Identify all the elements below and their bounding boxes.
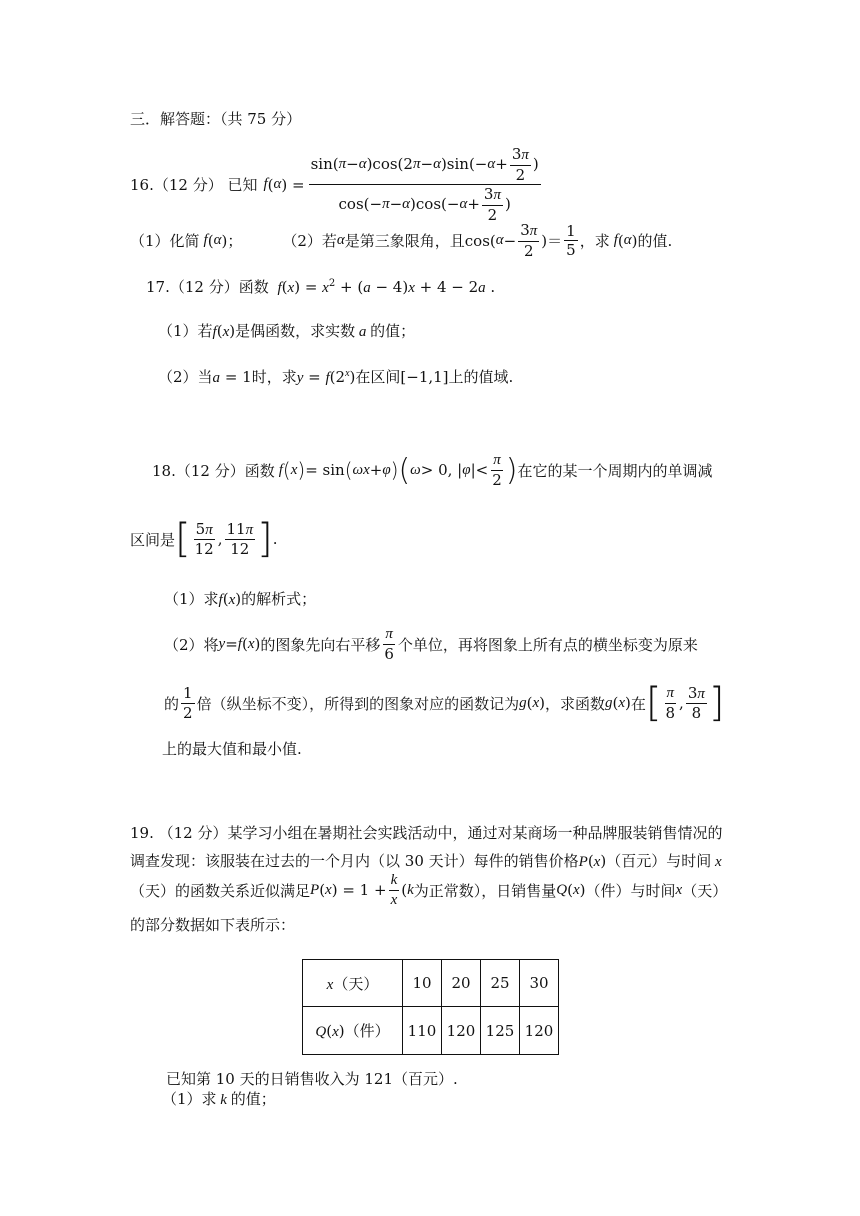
q18-line2-prefix: 区间是: [130, 530, 176, 549]
table-cell: 120: [442, 1007, 481, 1055]
q19-line3-d: （天）: [682, 881, 728, 900]
q19-line3-c: （件）与时间: [585, 881, 676, 900]
q16-statement: 16.（12 分） 已知 f ( α ) = sin( π − α )cos(2 π − α )sin(− α + $\frac{3\pi}{2}$ ) cos(− π − α )cos(− α + $\frac{3\pi}{2}$ ): [130, 145, 539, 224]
q16-sub2-mid: 是第三象限角，且: [344, 232, 465, 250]
q17-sub2-c: 在区间: [355, 368, 401, 386]
q17-prefix: 17.（12 分）函数: [146, 278, 269, 296]
table-cell: 125: [481, 1007, 520, 1055]
q18-line5-c: ，求函数: [544, 694, 605, 713]
q17-statement: 17.（12 分）函数 $f(x) = x^2 + (a - 4)x + 4 - 2a$ .: [146, 278, 496, 296]
q17-sub1: （1）若f(x)是偶函数，求实数 a 的值；: [158, 322, 416, 340]
q19-sub1: （1）求 k 的值；: [162, 1090, 276, 1108]
q19-line3-a: （天）的函数关系近似满足: [130, 881, 311, 900]
q19-sub1-a: （1）求: [162, 1090, 217, 1108]
q19-sub1-b: 的值；: [230, 1090, 276, 1108]
table-row: [303, 960, 559, 1007]
q16-subquestions: （1）化简 f ( α ) ； （2）若 α 是第三象限角，且 cos( α − $\frac{3\pi}{2}$ ) ＝ $\frac{1}{5}$ ，求 f ( α ) 的值.: [130, 221, 673, 260]
q19-data-table: [302, 959, 559, 1055]
q18-line5: 的 $\frac{1}{2}$ 倍（纵坐标不变），所得到的图象对应的函数记为 g ( x ) ，求函数 g ( x ) 在 [ $\frac{\pi}{8}$ , $\frac{3\pi}{8}$ ]: [164, 680, 725, 726]
q19-line2-a: 调查发现：该服装在过去的一个月内（以 30 天计）每件的销售价格: [130, 852, 579, 870]
q18-line5-b: 倍（纵坐标不变），所得到的图象对应的函数记为: [196, 694, 520, 713]
q18-sub1-b: 的解析式；: [241, 590, 317, 608]
q18-line6: 上的最大值和最小值.: [162, 740, 302, 758]
q16-sub2-prefix: （2）若: [282, 232, 337, 250]
q18-sub1: （1）求f(x)的解析式；: [164, 590, 317, 608]
q18-sub2-b: 的图象先向右平移: [260, 635, 381, 654]
q19-line4: 的部分数据如下表所示：: [130, 916, 296, 934]
q17-sub2-b: 时，求: [251, 368, 297, 386]
q18-sub2: （2）将 y = f ( x ) 的图象先向右平移 $\frac{\pi}{6}$ 个单位，再将图象上所有点的横坐标变为原来: [164, 626, 698, 663]
q18-line5-d: 在: [630, 694, 646, 713]
q17-sub2-a: （2）当: [158, 368, 213, 386]
q18-line5-a: 的: [164, 694, 180, 713]
q16-prefix: 16.（12 分） 已知: [130, 176, 258, 194]
q18-sub1-a: （1）求: [164, 590, 219, 608]
q16-sub1-suffix: ；: [227, 232, 243, 250]
q17-sub2-d: 上的值域.: [448, 368, 514, 386]
table-cell: 25: [481, 960, 520, 1007]
table-header-q: Q(x)（件）: [303, 1007, 403, 1055]
q18-line1-suffix: 在它的某一个周期内的单调减: [517, 461, 713, 480]
table-cell: 20: [442, 960, 481, 1007]
q19-line1: 19. （12 分）某学习小组在暑期社会实践活动中，通过对某商场一种品牌服装销售情况的: [130, 824, 723, 842]
q18-line2: 区间是 [ $\frac{5\pi}{12}$ , $\frac{11\pi}{12}$ ] .: [130, 516, 278, 562]
q17-sub2: （2）当a = 1时，求$y = f(2^x)$在区间[−1,1]上的值域.: [158, 368, 514, 386]
q19-line2: 调查发现：该服装在过去的一个月内（以 30 天计）每件的销售价格P(x)（百元）与时间 x: [130, 852, 722, 870]
q19-line3: （天）的函数关系近似满足 P ( x ) = 1 + $\frac{k}{x}$ ( k 为正常数），日销售量 Q ( x ) （件）与时间 x （天）: [130, 872, 728, 908]
q18-prefix: 18.（12 分）函数: [152, 461, 275, 480]
table-header-x: x（天）: [303, 960, 403, 1007]
section-heading: 三．解答题：（共 75 分）: [130, 110, 302, 128]
q16-main-fraction: sin( π − α )cos(2 π − α )sin(− α + $\frac{3\pi}{2}$ ) cos(− π − α )cos(− α + $\frac{3\pi}{2}$ ): [310, 145, 539, 224]
q18-sub2-a: （2）将: [164, 635, 219, 654]
q17-sub1-b: 是偶函数，求实数: [235, 322, 356, 340]
table-cell: 10: [403, 960, 442, 1007]
q18-line1: 18.（12 分）函数 f ( x ) = sin ( ωx + φ ) ( ω > 0, | φ |< $\frac{\pi}{2}$ ) 在它的某一个周期内的单调减: [152, 452, 713, 489]
q16-f-alpha: f: [263, 176, 268, 192]
q19-line2-b: （百元）与时间: [606, 852, 712, 870]
q16-sub1-prefix: （1）化简: [130, 232, 200, 250]
q16-sub2-mid2: ，求: [579, 232, 610, 250]
q17-sub1-a: （1）若: [158, 322, 213, 340]
q19-note: 已知第 10 天的日销售收入为 121（百元）.: [166, 1070, 458, 1088]
q18-sub2-c: 个单位，再将图象上所有点的横坐标变为原来: [397, 635, 698, 654]
table-cell: 30: [520, 960, 559, 1007]
q19-line3-b: 为正常数），日销售量: [413, 881, 557, 900]
q19-table-wrap: [302, 959, 559, 1055]
q16-sub2-eq: ＝: [547, 232, 563, 250]
table-cell: 110: [403, 1007, 442, 1055]
q17-sub1-c: 的值；: [370, 322, 416, 340]
q16-sub2-suffix: 的值.: [637, 232, 673, 250]
table-row: [303, 1007, 559, 1055]
table-cell: 120: [520, 1007, 559, 1055]
